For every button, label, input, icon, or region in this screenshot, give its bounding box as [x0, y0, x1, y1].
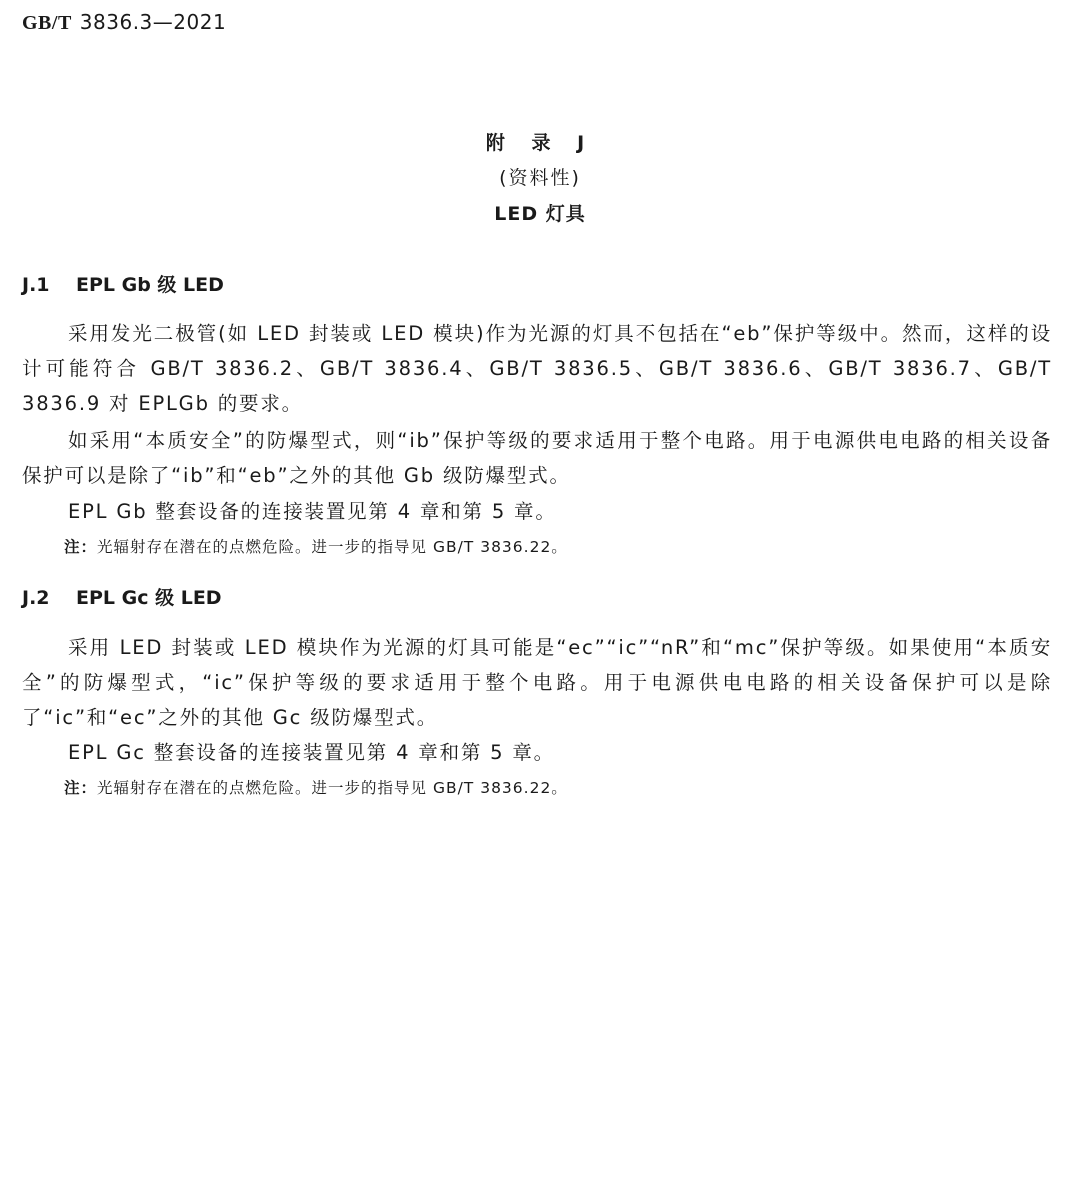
paragraph: 采用发光二极管(如 LED 封装或 LED 模块)作为光源的灯具不包括在“eb”保护等级中。然而，这样的设计可能符合 GB/T 3836.2、GB/T 3836.4、GB/T 3836.5、GB/T 3836.6、GB/T 3836.7、GB/T 3836.9 对 EPLGb 的要求。 [22, 322, 1052, 415]
standard-number: 3836.3—2021 [79, 10, 227, 34]
note [64, 776, 568, 798]
appendix-type: (资料性) [499, 167, 581, 189]
paragraph: EPL Gc 整套设备的连接装置见第 4 章和第 5 章。 [68, 741, 555, 764]
paragraph: 如采用“本质安全”的防爆型式，则“ib”保护等级的要求适用于整个电路。用于电源供电电路的相关设备保护可以是除了“ib”和“eb”之外的其他 Gb 级防爆型式。 [22, 429, 1052, 487]
paragraph: EPL Gb 整套设备的连接装置见第 4 章和第 5 章。 [68, 500, 557, 523]
note-label: 注： [64, 538, 98, 556]
section-number: J.2 [22, 587, 50, 609]
note-text: 光辐射存在潜在的点燃危险。进一步的指导见 GB/T 3836.22。 [97, 538, 568, 556]
section-number: J.1 [22, 274, 50, 296]
note [64, 535, 568, 557]
note-text: 光辐射存在潜在的点燃危险。进一步的指导见 GB/T 3836.22。 [97, 779, 568, 797]
note-label: 注： [64, 779, 98, 797]
page-header [22, 10, 226, 35]
appendix-title: 附 录 J [485, 132, 595, 154]
section-heading-j2 [22, 583, 222, 610]
section-heading-j1 [22, 270, 224, 297]
appendix-subject: LED 灯具 [494, 203, 586, 225]
section-title: EPL Gb 级 LED [76, 274, 224, 296]
section-title: EPL Gc 级 LED [76, 587, 222, 609]
paragraph: 采用 LED 封装或 LED 模块作为光源的灯具可能是“ec”“ic”“nR”和“mc”保护等级。如果使用“本质安全”的防爆型式，“ic”保护等级的要求适用于整个电路。用于电源供电电路的相关设备保护可以是除了“ic”和“ec”之外的其他 Gc 级防爆型式。 [22, 636, 1052, 729]
standard-prefix: GB/T [22, 12, 72, 34]
